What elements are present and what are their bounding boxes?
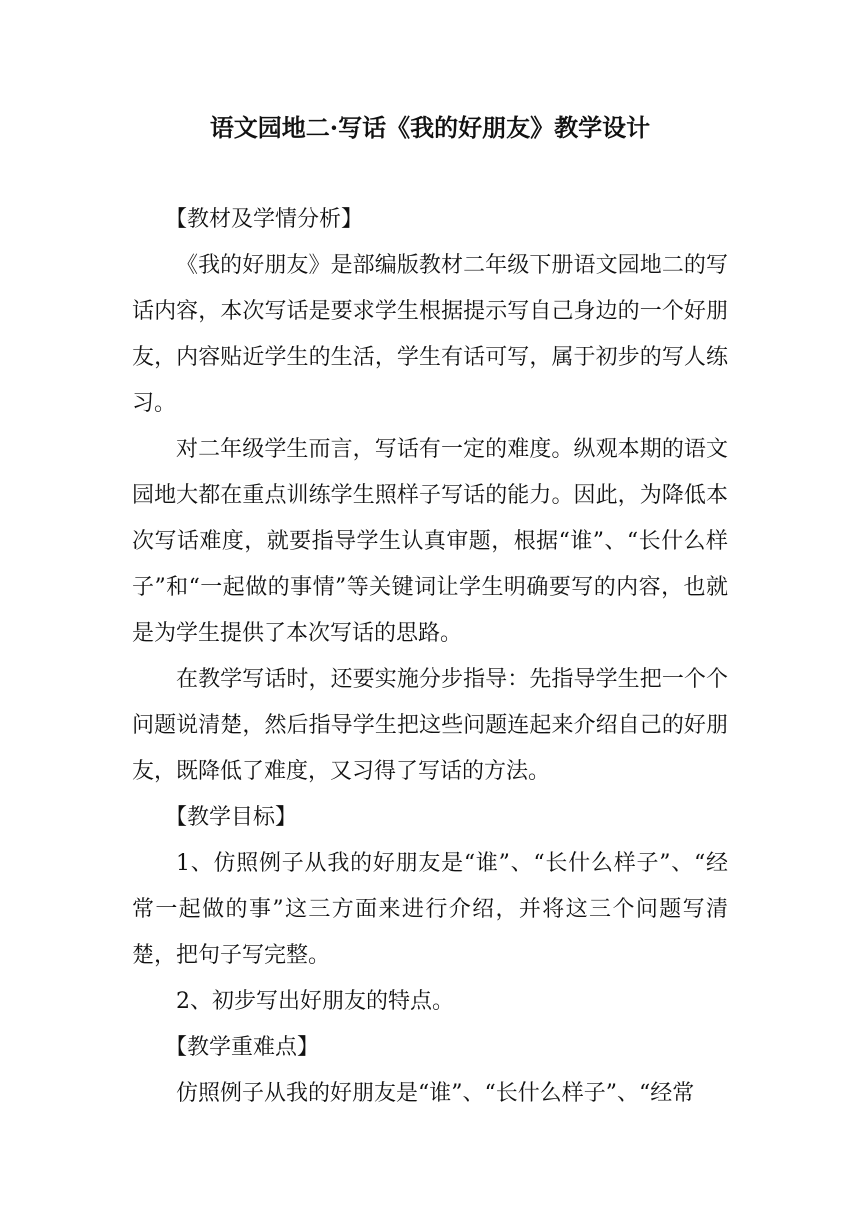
document-title: 语文园地二·写话《我的好朋友》教学设计 [209, 113, 651, 142]
paragraph-stepwise-guidance: 在教学写话时，还要实施分步指导：先指导学生把一个个问题说清楚，然后指导学生把这些问题连起来介绍自己的好朋友，既降低了难度，又习得了写话的方法。 [132, 667, 728, 784]
paragraph-key-points: 仿照例子从我的好朋友是“谁”、“长什么样子”、“经常 [176, 1081, 695, 1106]
paragraph-goal-1: 1、仿照例子从我的好朋友是“谁”、“长什么样子”、“经常一起做的事”这三方面来进行介绍，并将这三个问题写清楚，把句子写完整。 [132, 851, 728, 968]
section-heading-materials-analysis: 【教材及学情分析】 [165, 207, 364, 232]
paragraph-difficulty-analysis: 对二年级学生而言，写话有一定的难度。纵观本期的语文园地大都在重点训练学生照样子写话的能力。因此，为降低本次写话难度，就要指导学生认真审题，根据“谁”、“长什么样子”和“一起做的事情”等关键词让学生明确要写的内容，也就是为学生提供了本次写话的思路。 [132, 437, 728, 646]
document-body [132, 197, 728, 1117]
section-heading-teaching-goals: 【教学目标】 [165, 805, 298, 830]
paragraph-goal-2: 2、初步写出好朋友的特点。 [176, 989, 454, 1014]
paragraph-textbook-intro: 《我的好朋友》是部编版教材二年级下册语文园地二的写话内容，本次写话是要求学生根据提示写自己身边的一个好朋友，内容贴近学生的生活，学生有话可写，属于初步的写人练习。 [132, 253, 728, 416]
section-heading-key-points: 【教学重难点】 [165, 1035, 320, 1060]
